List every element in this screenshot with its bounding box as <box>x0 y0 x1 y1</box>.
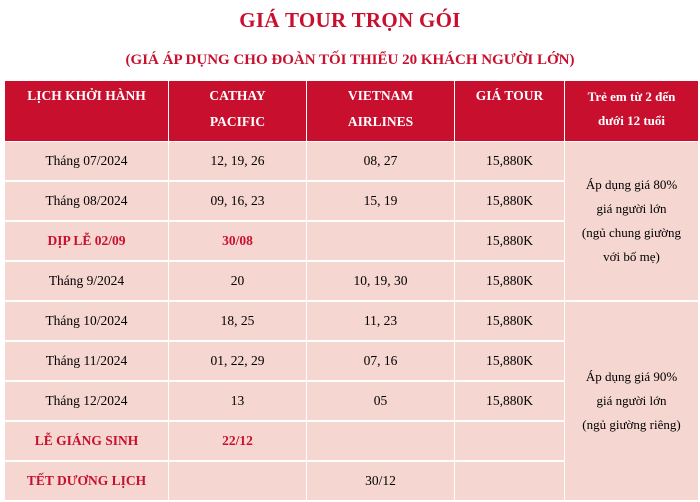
header-cathay <box>169 81 307 142</box>
header-vn-line2: AIRLINES <box>347 114 414 129</box>
header-schedule <box>5 81 169 142</box>
header-child-line1: Trẻ em từ 2 đến <box>587 89 676 104</box>
cell-price <box>455 461 565 501</box>
cell-cathay: 13 <box>169 381 307 421</box>
cell-cathay: 30/08 <box>169 221 307 261</box>
cell-schedule: DỊP LỄ 02/09 <box>5 221 169 261</box>
cell-cathay: 01, 22, 29 <box>169 341 307 381</box>
child-policy-line: (ngủ chung giường <box>581 225 682 240</box>
table-row <box>5 301 699 341</box>
cell-schedule: Tháng 11/2024 <box>5 341 169 381</box>
cell-schedule: TẾT DƯƠNG LỊCH <box>5 461 169 501</box>
cell-price: 15,880K <box>455 221 565 261</box>
cell-cathay <box>169 461 307 501</box>
cell-schedule: Tháng 9/2024 <box>5 261 169 301</box>
tour-price-table <box>4 80 699 502</box>
child-policy-line: với bố mẹ) <box>603 249 660 264</box>
header-child-line2: dưới 12 tuổi <box>597 113 665 128</box>
cell-cathay: 18, 25 <box>169 301 307 341</box>
cell-vietnam-airlines: 08, 27 <box>307 142 455 182</box>
table-header-row <box>5 81 699 142</box>
page-subtitle: (GIÁ ÁP DỤNG CHO ĐOÀN TỐI THIỂU 20 KHÁCH NGƯỜI LỚN) <box>125 52 575 68</box>
cell-cathay: 12, 19, 26 <box>169 142 307 182</box>
cell-price: 15,880K <box>455 181 565 221</box>
cell-vietnam-airlines <box>307 221 455 261</box>
child-policy-line: Áp dụng giá 90% <box>585 369 678 384</box>
header-cathay-line1: CATHAY <box>209 88 266 103</box>
cell-price: 15,880K <box>455 341 565 381</box>
table-row <box>5 142 699 182</box>
page-title: GIÁ TOUR TRỌN GÓI <box>239 8 461 32</box>
cell-price: 15,880K <box>455 301 565 341</box>
child-policy-line: (ngủ giường riêng) <box>582 417 681 432</box>
cell-vietnam-airlines: 10, 19, 30 <box>307 261 455 301</box>
cell-price <box>455 421 565 461</box>
header-price-label: GIÁ TOUR <box>475 88 544 103</box>
cell-vietnam-airlines: 30/12 <box>307 461 455 501</box>
cell-price: 15,880K <box>455 261 565 301</box>
cell-vietnam-airlines <box>307 421 455 461</box>
cell-child-policy <box>565 142 699 302</box>
cell-price: 15,880K <box>455 142 565 182</box>
child-policy-line: giá người lớn <box>596 393 667 408</box>
child-policy-line: Áp dụng giá 80% <box>585 177 678 192</box>
cell-cathay: 09, 16, 23 <box>169 181 307 221</box>
cell-schedule: LỄ GIÁNG SINH <box>5 421 169 461</box>
cell-cathay: 22/12 <box>169 421 307 461</box>
cell-vietnam-airlines: 15, 19 <box>307 181 455 221</box>
cell-vietnam-airlines: 05 <box>307 381 455 421</box>
cell-child-policy <box>565 301 699 501</box>
header-child <box>565 81 699 142</box>
cell-cathay: 20 <box>169 261 307 301</box>
cell-price: 15,880K <box>455 381 565 421</box>
header-schedule-label: LỊCH KHỞI HÀNH <box>27 88 146 103</box>
header-price <box>455 81 565 142</box>
header-vn-line1: VIETNAM <box>347 88 414 103</box>
header-cathay-line2: PACIFIC <box>209 114 266 129</box>
header-vietnam-airlines <box>307 81 455 142</box>
cell-vietnam-airlines: 11, 23 <box>307 301 455 341</box>
cell-schedule: Tháng 08/2024 <box>5 181 169 221</box>
cell-schedule: Tháng 12/2024 <box>5 381 169 421</box>
child-policy-line: giá người lớn <box>596 201 667 216</box>
cell-schedule: Tháng 07/2024 <box>5 142 169 182</box>
cell-schedule: Tháng 10/2024 <box>5 301 169 341</box>
cell-vietnam-airlines: 07, 16 <box>307 341 455 381</box>
